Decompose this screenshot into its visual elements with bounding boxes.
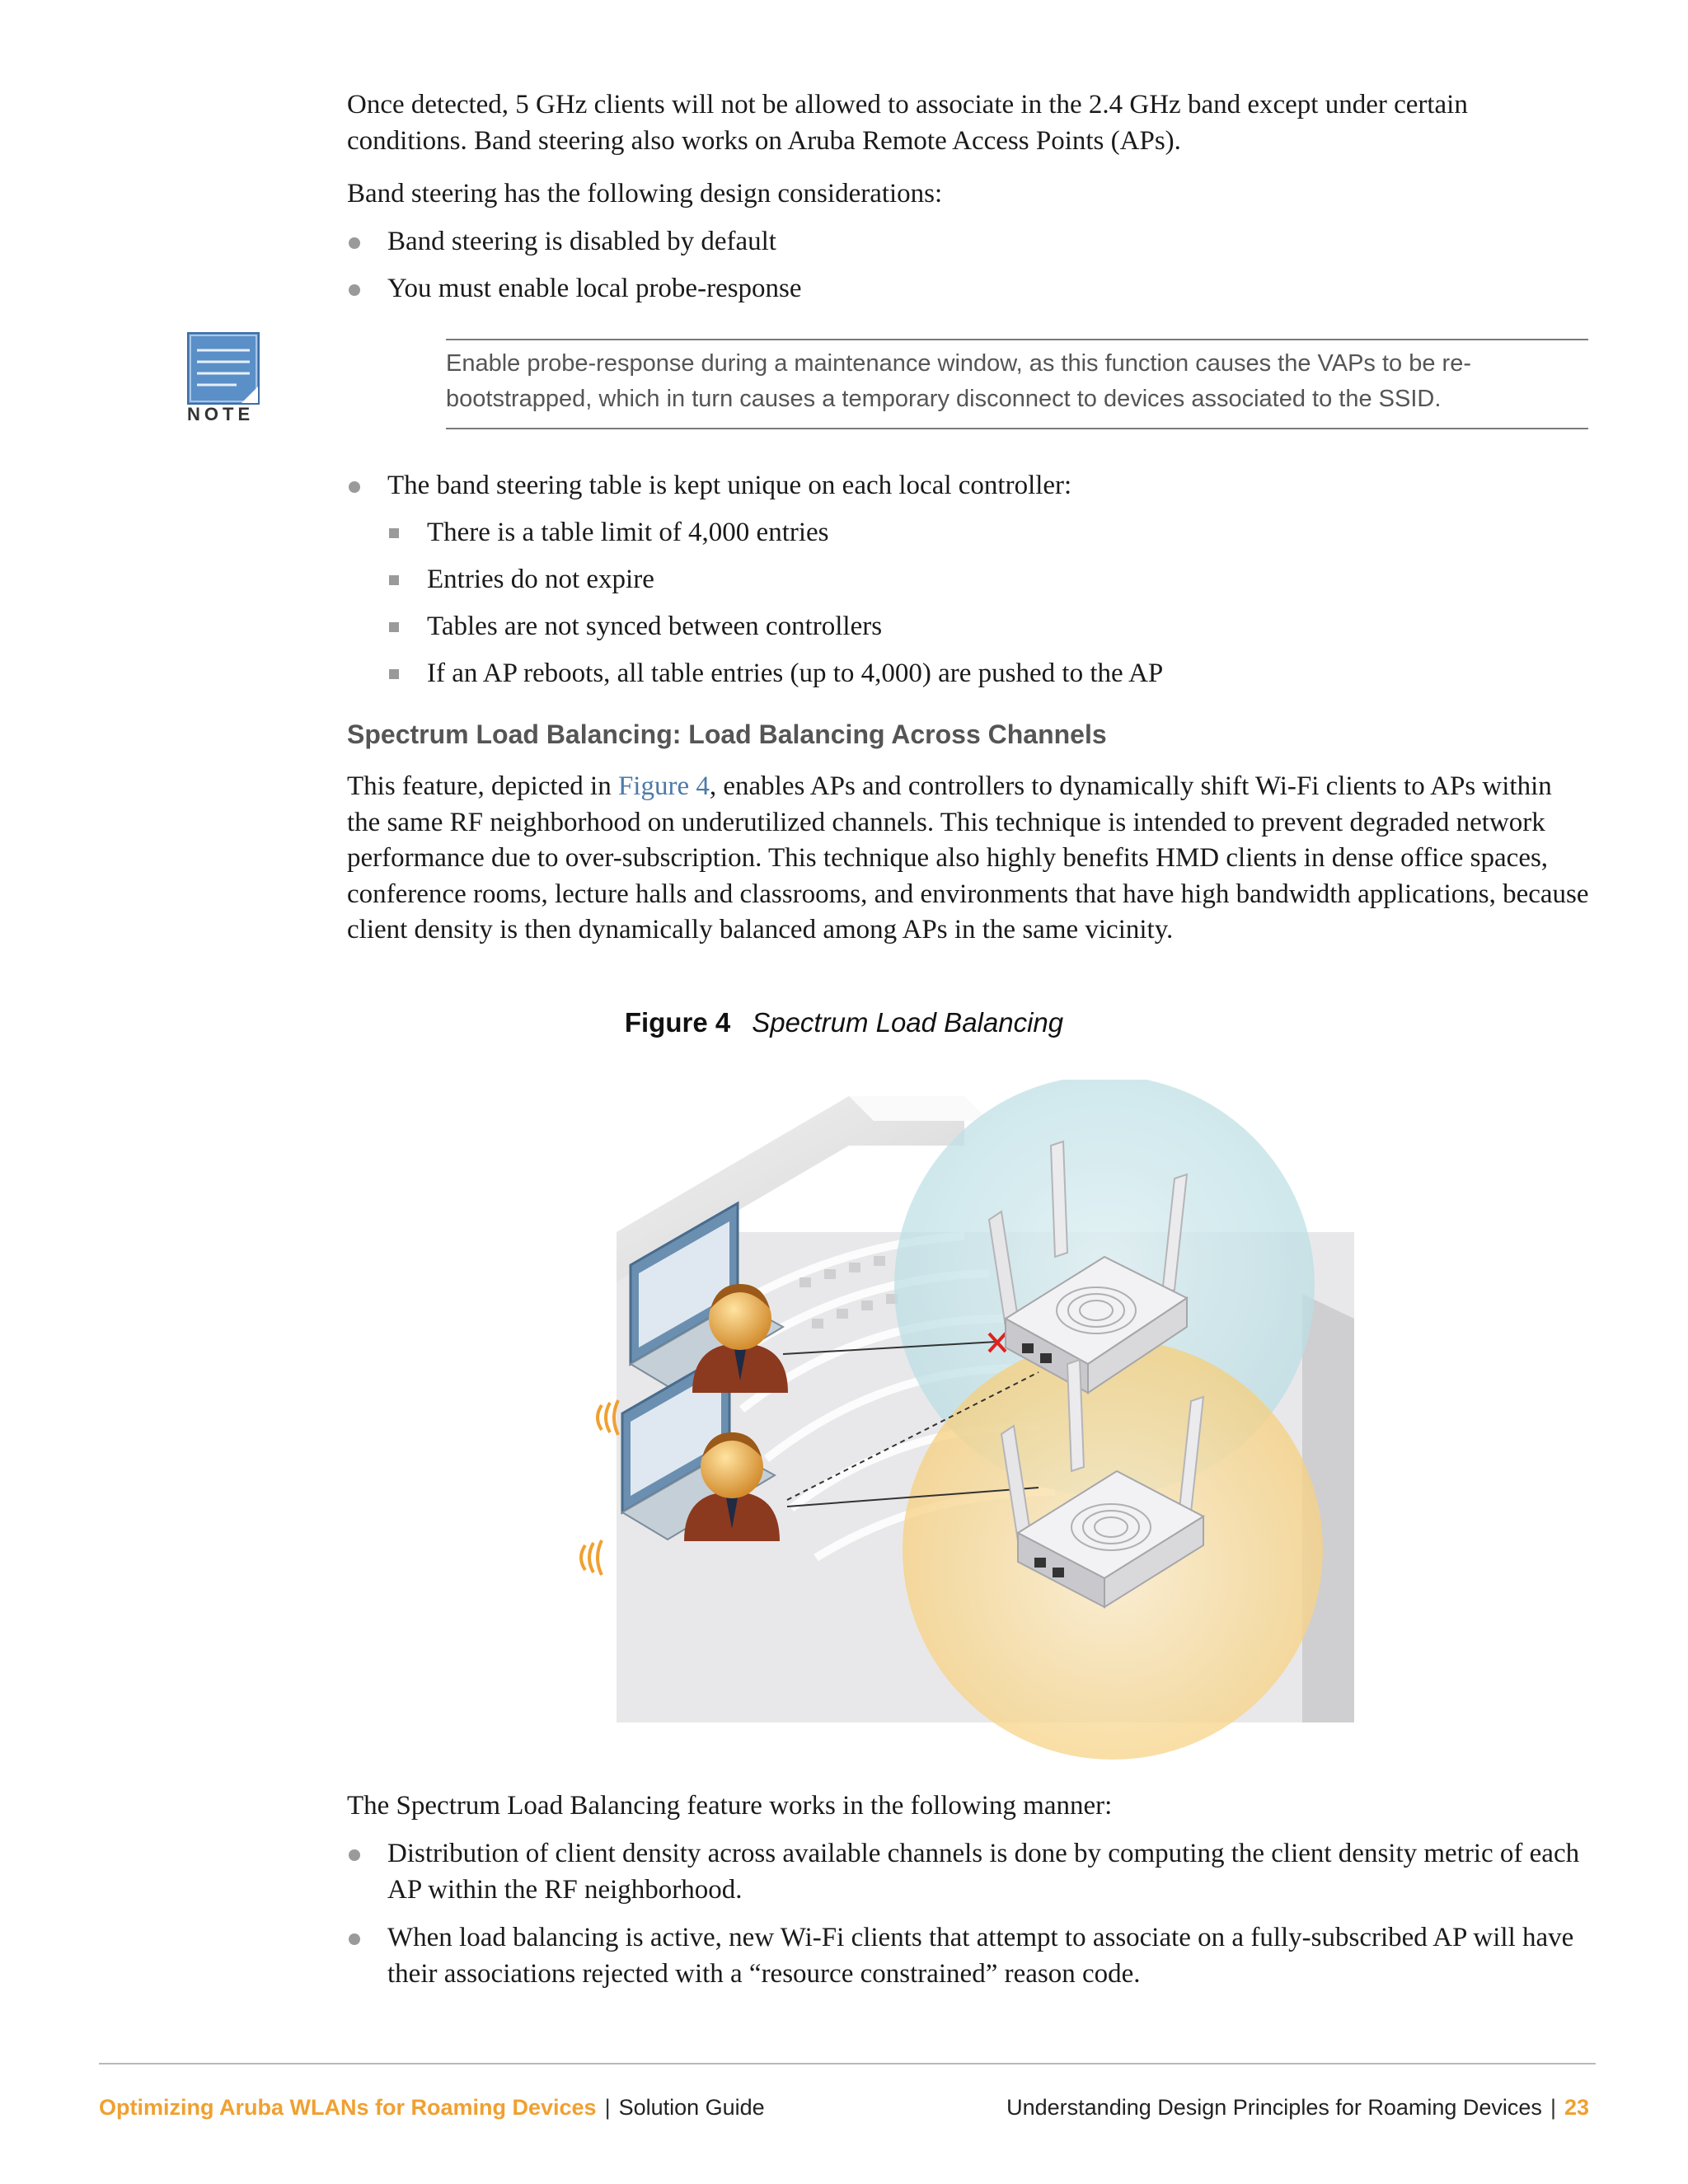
footer-left: Optimizing Aruba WLANs for Roaming Devices | Solution Guide (99, 2095, 765, 2120)
intro-paragraph (347, 87, 1592, 159)
figure-title: Spectrum Load Balancing (752, 1007, 1064, 1038)
footer-doc-type: Solution Guide (618, 2095, 765, 2120)
bullet-dot (349, 237, 360, 249)
footer-doc-title: Optimizing Aruba WLANs for Roaming Devices (99, 2095, 597, 2120)
bullet-dot (349, 481, 360, 493)
page-number: 23 (1564, 2095, 1589, 2120)
bullet-dot (349, 1933, 360, 1945)
bullet-dot (349, 1849, 360, 1861)
note-bottom-rule (446, 428, 1588, 429)
figure-label: Figure 4 (624, 1007, 731, 1038)
footer-right: Understanding Design Principles for Roaming Devices | 23 (1006, 2095, 1589, 2120)
bullet-square (389, 622, 399, 632)
spectrum-load-balancing-illustration (577, 1080, 1368, 1764)
considerations-lead: Band steering has the following design considerations: (347, 179, 943, 209)
figure-4-link[interactable]: Figure 4 (617, 771, 710, 801)
bullet-dot (349, 284, 360, 296)
bullet-square (389, 575, 399, 585)
bullet-square (389, 669, 399, 679)
footer-rule (99, 2063, 1596, 2064)
note-text: Enable probe-response during a maintenance window, as this function causes the VAPs to be re-bootstrapped, which in turn causes a temporary disconnect to devices associated to the SSID. (446, 350, 1471, 412)
wifi-signal-icon (598, 1400, 618, 1435)
note-label: NOTE (187, 404, 255, 424)
figure-caption (0, 1007, 1688, 1038)
section-heading: Spectrum Load Balancing: Load Balancing Across Channels (347, 719, 1107, 749)
wifi-signal-icon (581, 1540, 602, 1575)
section-body: This feature, depicted in Figure 4, enables APs and controllers to dynamically shift Wi-Fi clients to APs within the same RF neighborhood on underutilized channels. This technique is intended to prevent degraded network performance due to over-subscription. This technique also highly benefits HMD clients in dense office spaces, conference rooms, lecture halls and classrooms, and environments that have high bandwidth applications, because client density is then dynamically balanced among APs in the same vicinity. (347, 771, 1589, 944)
note-top-rule (446, 339, 1588, 340)
note-icon (187, 332, 260, 405)
manner-intro: The Spectrum Load Balancing feature works in the following manner: (347, 1791, 1113, 1821)
footer-chapter: Understanding Design Principles for Roaming Devices (1006, 2095, 1542, 2120)
intro-text: Once detected, 5 GHz clients will not be allowed to associate in the 2.4 GHz band except under certain conditions. Band steering also works on Aruba Remote Access Points (APs). (347, 90, 1468, 156)
bullet-square (389, 528, 399, 538)
